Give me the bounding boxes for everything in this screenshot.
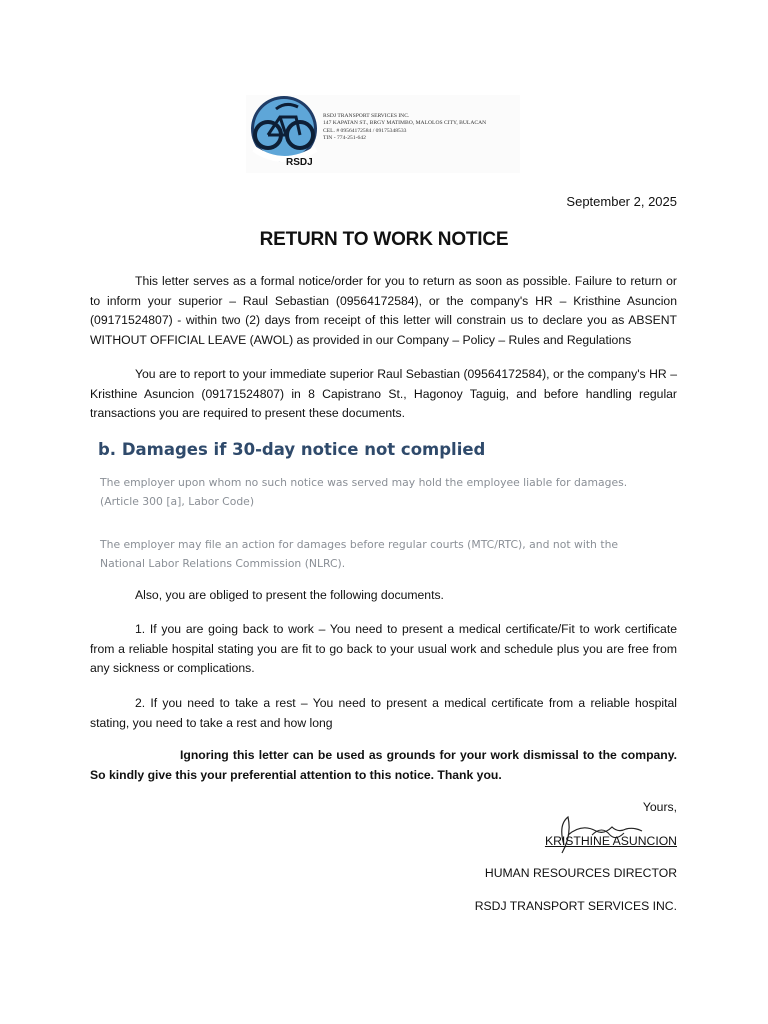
company-tin: TIN - 774-251-642 (323, 135, 366, 142)
list-item-back-to-work: 1. If you are going back to work – You need to present a medical certificate/Fit to work certificate from a reliable hospital stating you are fit to go back to your usual work and schedule plus you are free from any sickness or complications. (90, 622, 677, 675)
company-address: 147 KAPATAN ST., BRGY MATIMBO, MALOLOS CITY, BULACAN (323, 120, 487, 127)
excerpt-heading: b. Damages if 30-day notice not complied (98, 440, 486, 459)
paragraph-documents-intro: Also, you are obliged to present the following documents. (135, 588, 444, 602)
letter-date: September 2, 2025 (566, 194, 677, 209)
signatory-position: HUMAN RESOURCES DIRECTOR (484, 866, 677, 880)
bicycle-wheel-logo (246, 95, 326, 169)
legal-excerpt-image (92, 432, 676, 572)
logo-text: RSDJ (286, 157, 313, 168)
letterhead-text (323, 113, 523, 143)
paragraph-notice: This letter serves as a formal notice/order for you to return as soon as possible. Failure to return or to inform your superior – Raul Sebastian (09564172584), or the company's HR – Kristhine Asuncion (09171524807) - within two (2) days from receipt of this letter will constrain us to declare you as ABSENT WITHOUT OFFICIAL LEAVE (AWOL) as provided in our Company – Policy – Rules and Regulations (90, 274, 677, 347)
excerpt-line-1: The employer upon whom no such notice was served may hold the employee liable for damages. (100, 476, 628, 489)
signatory-company: RSDJ TRANSPORT SERVICES INC. (474, 899, 677, 913)
list-item-rest: 2. If you need to take a rest – You need to present a medical certificate from a reliable hospital stating, you need to take a rest and how long (90, 696, 677, 730)
letterhead (246, 95, 520, 173)
signatory-name: KRISTHINE ASUNCION (544, 834, 677, 848)
closing-warning: Ignoring this letter can be used as grounds for your work dismissal to the company. So kindly give this your preferential attention to this notice. Thank you. (90, 748, 677, 782)
sign-off-yours: Yours, (642, 800, 677, 814)
paragraph-report: You are to report to your immediate superior Raul Sebastian (09564172584), or the company's HR – Kristhine Asuncion (09171524807) in 8 Capistrano St., Hagonoy Taguig, and before handling regular transactions you are required to present these documents. (90, 367, 677, 420)
excerpt-line-4: National Labor Relations Commission (NLRC). (100, 557, 346, 570)
company-name: RSDJ TRANSPORT SERVICES INC. (323, 113, 410, 119)
handwritten-signature (552, 805, 652, 860)
excerpt-line-3: The employer may file an action for damages before regular courts (MTC/RTC), and not with the (100, 538, 619, 551)
page-title: RETURN TO WORK NOTICE (259, 229, 509, 250)
excerpt-line-2: (Article 300 [a], Labor Code) (100, 495, 255, 508)
company-cell: CEL. # 09564172584 / 09175348533 (323, 127, 407, 134)
